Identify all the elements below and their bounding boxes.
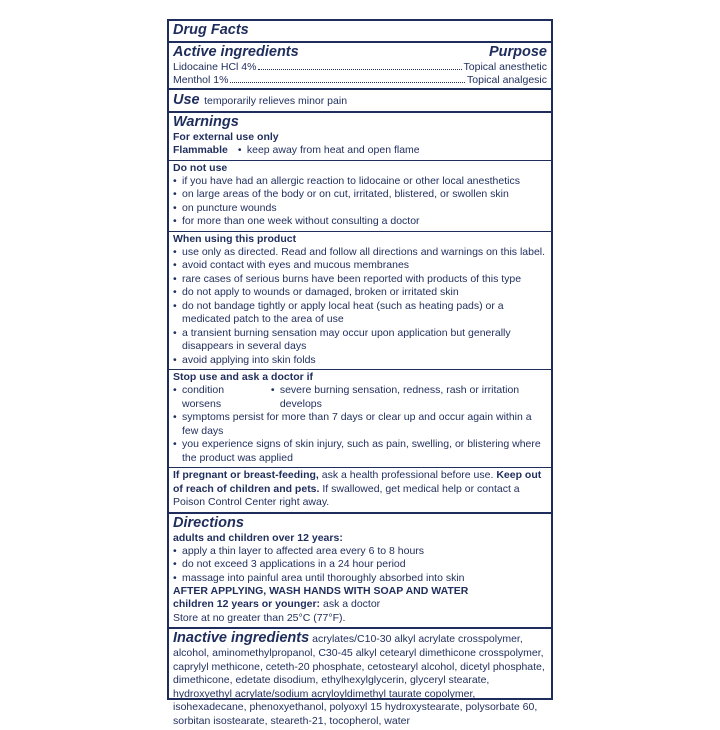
when-using-heading: When using this product [173, 232, 297, 245]
stop-use-heading: Stop use and ask a doctor if [173, 371, 314, 383]
ingredient-row [173, 61, 547, 74]
do-not-use-section [169, 161, 551, 232]
inactive-heading: Inactive ingredients [173, 630, 310, 646]
stop-use-list [173, 411, 547, 465]
storage-text: Store at no greater than 25°C (77°F). [173, 611, 346, 624]
dot-leader [230, 82, 465, 83]
inactive-ingredients-section [169, 629, 551, 730]
use-text: temporarily relieves minor pain [204, 95, 348, 107]
directions-heading: Directions [173, 514, 244, 531]
inactive-text-block [173, 630, 547, 728]
stop-use-section [169, 370, 551, 468]
pregnant-bold: If pregnant or breast-feeding, [173, 469, 319, 481]
panel-title: Drug Facts [173, 22, 249, 38]
use-section [169, 90, 551, 113]
list-item: • symptoms persist for more than 7 days or clear up and occur again within a few days [173, 411, 547, 438]
list-item: • rare cases of serious burns have been reported with products of this type [173, 273, 547, 287]
list-item: • on puncture wounds [173, 202, 547, 216]
inactive-text: acrylates/C10-30 alkyl acrylate crosspolymer, alcohol, aminomethylpropanol, C30-45 alkyl cetearyl dimethicone crosspolymer, caprylyl methicone, ceteth-20 phosphate, cetostearyl alcohol, dicetyl phosphate, dimethicone, edetate disodium, ethylhexylglycerin, glyceryl stearate, hydroxyethyl acrylate/sodium acryloyldimethyl taurate copolymer, isohexadecane, phenoxyethanol, polyoxyl 15 hydroxystearate, polysorbate 60, sorbitan isostearate, steareth-21, tocopherol, water [173, 633, 545, 727]
flammable-text: • keep away from heat and open flame [238, 144, 420, 158]
pregnancy-section [169, 468, 551, 514]
dot-leader [258, 69, 461, 70]
list-item: • do not exceed 3 applications in a 24 hour period [173, 558, 547, 572]
ingredient-row [173, 74, 547, 87]
warnings-heading: Warnings [173, 114, 239, 130]
keep-out-bold: Keep out of reach of children and pets. [173, 469, 542, 495]
list-item: • severe burning sensation, redness, rash or irritation develops [271, 384, 533, 411]
flammable-label: Flammable [173, 144, 228, 156]
children-bold: children 12 years or younger: [173, 598, 321, 610]
directions-list [173, 545, 547, 586]
warnings-intro-section [169, 113, 551, 161]
list-item: • do not apply to wounds or damaged, broken or irritated skin [173, 286, 547, 300]
do-not-use-list [173, 175, 547, 229]
adults-heading: adults and children over 12 years: [173, 531, 343, 544]
purpose-heading: Purpose [488, 44, 547, 60]
pregnant-text: ask a health professional before use. [318, 469, 497, 481]
drug-facts-panel [167, 19, 553, 727]
list-item: • if you have had an allergic reaction to lidocaine or other local anesthetics [173, 175, 547, 189]
do-not-use-heading: Do not use [173, 161, 228, 174]
list-item: • condition worsens [173, 384, 257, 411]
flammable-row [173, 144, 547, 158]
list-item: • massage into painful area until thoroughly absorbed into skin [173, 572, 547, 586]
title-section [169, 21, 551, 43]
after-applying-text: AFTER APPLYING, WASH HANDS WITH SOAP AND WATER [173, 585, 469, 597]
list-item: • avoid applying into skin folds [173, 354, 547, 368]
ingredient-purpose: Topical analgesic [467, 73, 547, 86]
children-row [173, 598, 547, 612]
when-using-list [173, 246, 547, 368]
directions-section [169, 514, 551, 630]
use-heading: Use [173, 92, 200, 108]
ingredient-purpose: Topical anesthetic [463, 61, 547, 73]
list-item: • you experience signs of skin injury, such as pain, swelling, or blistering where the product was applied [173, 438, 547, 465]
stop-use-pair-row [173, 384, 547, 411]
active-ingredients-section [169, 43, 551, 90]
ingredient-name: Lidocaine HCl 4% [173, 61, 257, 73]
external-use-text: For external use only [173, 131, 279, 143]
list-item: • apply a thin layer to affected area every 6 to 8 hours [173, 545, 547, 559]
children-text: ask a doctor [320, 598, 381, 610]
ingredient-name: Menthol 1% [173, 73, 229, 86]
pregnancy-text [173, 469, 547, 510]
list-item: • use only as directed. Read and follow all directions and warnings on this label. [173, 246, 547, 260]
list-item: • do not bandage tightly or apply local heat (such as heating pads) or a medicated patch to the area of use [173, 300, 547, 327]
list-item: • avoid contact with eyes and mucous membranes [173, 259, 547, 273]
when-using-section [169, 232, 551, 371]
keep-out-text: If swallowed, get medical help or contact a Poison Control Center right away. [173, 482, 520, 508]
list-item: • for more than one week without consulting a doctor [173, 215, 547, 229]
list-item: • a transient burning sensation may occur upon application but generally disappears in several days [173, 327, 547, 354]
list-item: • on large areas of the body or on cut, irritated, blistered, or swollen skin [173, 188, 547, 202]
active-ingredients-heading: Active ingredients [173, 44, 299, 60]
